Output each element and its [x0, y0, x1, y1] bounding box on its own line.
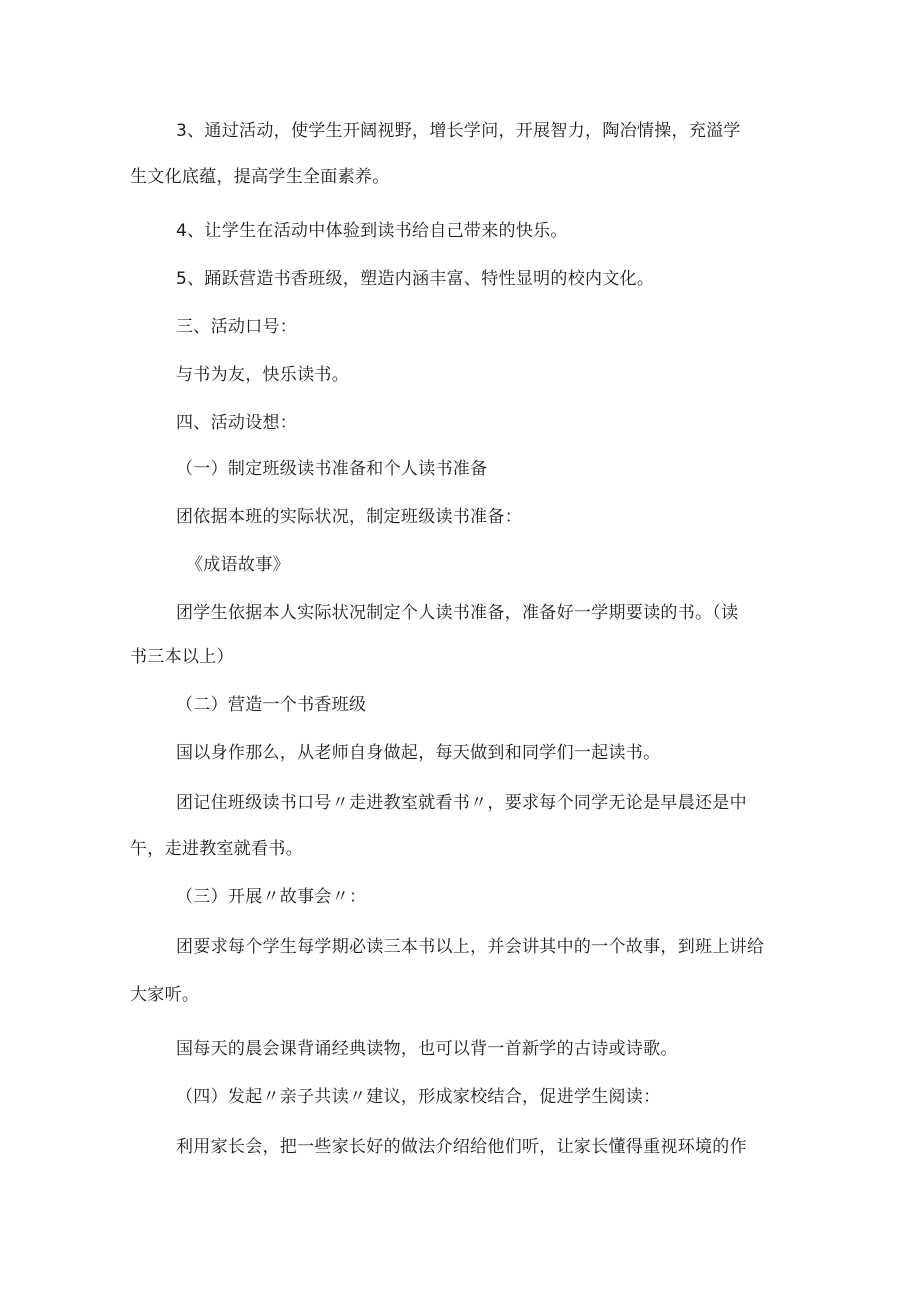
text-line-12: 书三本以上）: [130, 647, 234, 667]
text-line-20: 国每天的晨会课背诵经典读物，也可以背一首新学的古诗或诗歌。: [176, 1039, 678, 1059]
book-title: 《成语故事》: [186, 555, 290, 575]
section-heading-plan: 四、活动设想：: [176, 413, 298, 433]
text-line-11: 团学生依据本人实际状况制定个人读书准备，准备好一学期要读的书。（读: [176, 603, 739, 623]
slogan-text: 与书为友，快乐读书。: [176, 365, 349, 385]
text-line-1: 3、通过活动，使学生开阔视野，增长学问，开展智力，陶冶情操，充溢学: [176, 121, 741, 141]
text-line-16: 午，走进教室就看书。: [130, 839, 303, 859]
text-line-14: 国以身作那么，从老师自身做起，每天做到和同学们一起读书。: [176, 743, 661, 763]
subheading-story-meeting: （三）开展〃故事会〃：: [176, 887, 367, 907]
text-line-3: 4、让学生在活动中体验到读书给自己带来的快乐。: [176, 221, 568, 241]
text-line-18: 团要求每个学生每学期必读三本书以上，并会讲其中的一个故事，到班上讲给: [176, 937, 765, 957]
text-line-15: 团记住班级读书口号〃走进教室就看书〃，要求每个同学无论是早晨还是中: [176, 793, 747, 813]
text-line-19: 大家听。: [130, 985, 200, 1005]
subheading-parent-reading: （四）发起〃亲子共读〃建议，形成家校结合，促进学生阅读：: [176, 1087, 661, 1107]
text-line-22: 利用家长会，把一些家长好的做法介绍给他们听，让家长懂得重视环境的作: [176, 1137, 747, 1157]
text-line-2: 生文化底蕴，提高学生全面素养。: [130, 167, 390, 187]
subheading-book-class: （二）营造一个书香班级: [176, 695, 367, 715]
subheading-reading-plan: （一）制定班级读书准备和个人读书准备: [176, 459, 488, 479]
text-line-9: 团依据本班的实际状况，制定班级读书准备：: [176, 507, 522, 527]
section-heading-slogan: 三、活动口号：: [176, 317, 298, 337]
text-line-4: 5、踊跃营造书香班级，塑造内涵丰富、特性显明的校内文化。: [176, 269, 655, 289]
